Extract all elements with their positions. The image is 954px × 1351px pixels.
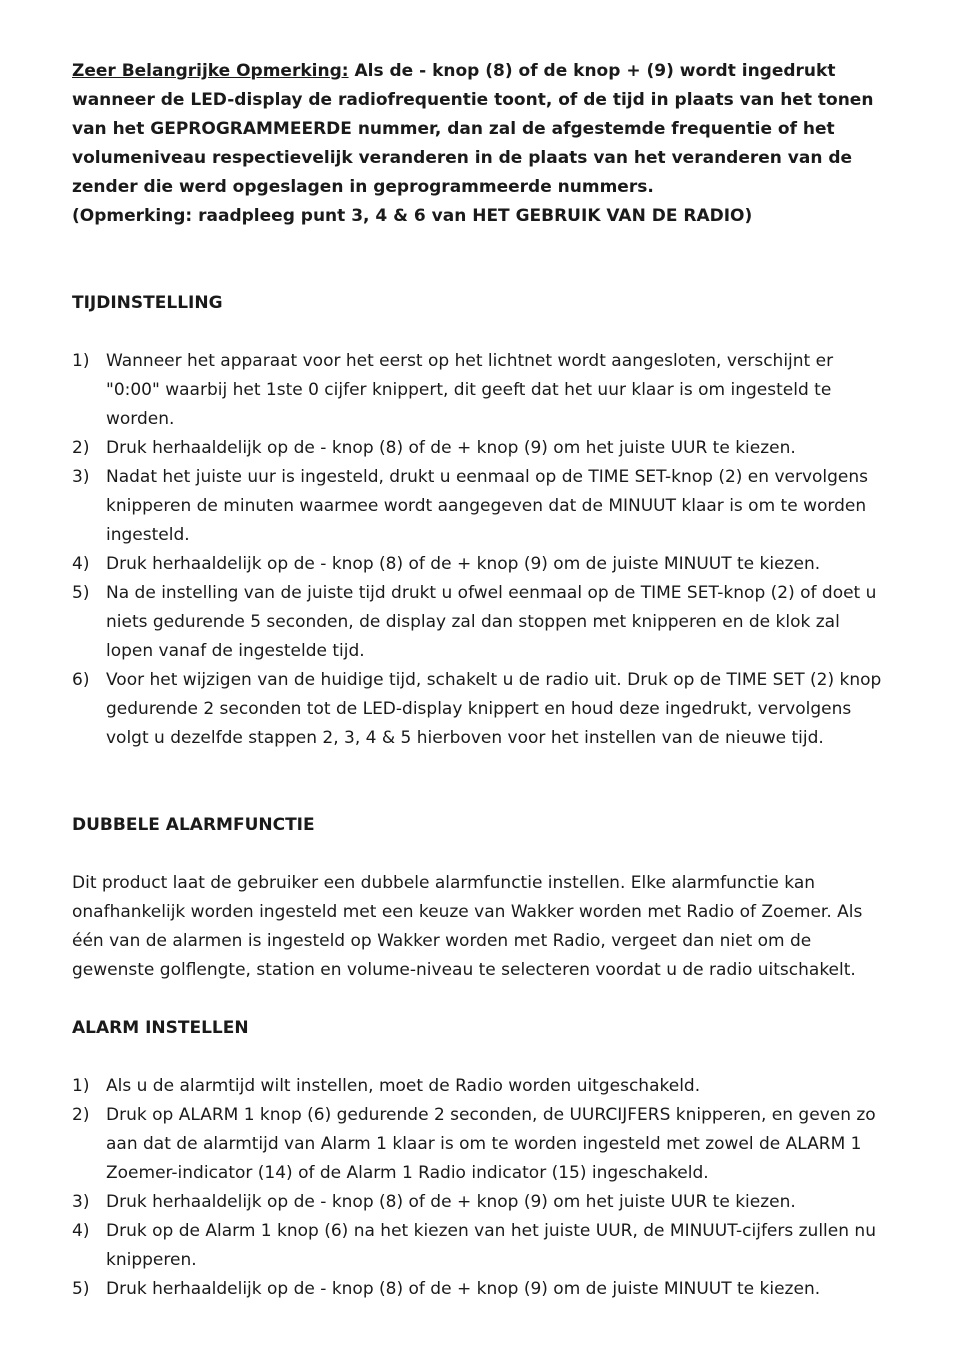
step-number: 2) bbox=[72, 1105, 90, 1125]
step-number: 4) bbox=[72, 554, 90, 574]
section-heading-dual-alarm: DUBBELE ALARMFUNCTIE bbox=[72, 815, 315, 835]
alarm-setting-steps bbox=[72, 1072, 884, 1304]
dual-alarm-paragraph: Dit product laat de gebruiker een dubbele alarmfunctie instellen. Elke alarmfunctie kan onafhankelijk worden ingesteld met een keuze van Wakker worden met Radio of Zoemer. Als één van de alarmen is ingesteld op Wakker worden met Radio, vergeet dan niet om de gewenste golflengte, station en volume-niveau te selecteren voordat u de radio uitschakelt. bbox=[72, 873, 863, 980]
spacer bbox=[72, 1043, 884, 1072]
step-text: Voor het wijzigen van de huidige tijd, schakelt u de radio uit. Druk op de TIME SET (2) knop gedurende 2 seconden tot de LED-display knippert en houd deze ingedrukt, vervolgens volgt u dezelfde stappen 2, 3, 4 & 5 hierboven voor het instellen van de nieuwe tijd. bbox=[106, 670, 882, 748]
step-number: 2) bbox=[72, 438, 90, 458]
step-number: 5) bbox=[72, 1279, 90, 1299]
document-page bbox=[72, 57, 884, 1304]
list-item bbox=[72, 1217, 884, 1275]
step-number: 6) bbox=[72, 670, 90, 690]
list-item bbox=[72, 434, 884, 463]
step-number: 4) bbox=[72, 1221, 90, 1241]
list-item bbox=[72, 1275, 884, 1304]
step-text: Nadat het juiste uur is ingesteld, drukt u eenmaal op de TIME SET-knop (2) en vervolgens knipperen de minuten waarmee wordt aangegeven dat de MINUUT klaar is om te worden ingesteld. bbox=[106, 467, 869, 545]
list-item bbox=[72, 579, 884, 666]
step-text: Wanneer het apparaat voor het eerst op het lichtnet wordt aangesloten, verschijnt er "0:00" waarbij het 1ste 0 cijfer knippert, dit geeft dat het uur klaar is om ingesteld te worden. bbox=[106, 351, 834, 429]
step-text: Na de instelling van de juiste tijd drukt u ofwel eenmaal op de TIME SET-knop (2) of doet u niets gedurende 5 seconden, de display zal dan stoppen met knipperen en de klok zal lopen vanaf de ingestelde tijd. bbox=[106, 583, 877, 661]
step-text: Druk herhaaldelijk op de - knop (8) of de + knop (9) om het juiste UUR te kiezen. bbox=[106, 1192, 796, 1212]
spacer bbox=[72, 318, 884, 347]
step-text: Druk op ALARM 1 knop (6) gedurende 2 seconden, de UURCIJFERS knipperen, en geven zo aan dat de alarmtijd van Alarm 1 klaar is om te worden ingesteld met zowel de ALARM 1 Zoemer-indicator (14) of de Alarm 1 Radio indicator (15) ingeschakeld. bbox=[106, 1105, 876, 1183]
step-number: 1) bbox=[72, 351, 90, 371]
step-text: Druk herhaaldelijk op de - knop (8) of de + knop (9) om het juiste UUR te kiezen. bbox=[106, 438, 796, 458]
important-note bbox=[72, 57, 884, 202]
step-text: Als u de alarmtijd wilt instellen, moet de Radio worden uitgeschakeld. bbox=[106, 1076, 701, 1096]
list-item bbox=[72, 666, 884, 753]
important-note-label: Zeer Belangrijke Opmerking: bbox=[72, 61, 349, 81]
step-text: Druk herhaaldelijk op de - knop (8) of de + knop (9) om de juiste MINUUT te kiezen. bbox=[106, 1279, 821, 1299]
list-item bbox=[72, 1188, 884, 1217]
spacer bbox=[72, 985, 884, 1014]
step-number: 1) bbox=[72, 1076, 90, 1096]
step-number: 5) bbox=[72, 583, 90, 603]
step-text: Druk op de Alarm 1 knop (6) na het kiezen van het juiste UUR, de MINUUT-cijfers zullen nu knipperen. bbox=[106, 1221, 876, 1270]
spacer bbox=[72, 753, 884, 811]
spacer bbox=[72, 840, 884, 869]
time-setting-steps bbox=[72, 347, 884, 753]
spacer bbox=[72, 231, 884, 289]
step-number: 3) bbox=[72, 1192, 90, 1212]
step-number: 3) bbox=[72, 467, 90, 487]
list-item bbox=[72, 347, 884, 434]
section-heading-alarm-setting: ALARM INSTELLEN bbox=[72, 1018, 249, 1038]
list-item bbox=[72, 463, 884, 550]
list-item bbox=[72, 1101, 884, 1188]
section-heading-time-setting: TIJDINSTELLING bbox=[72, 293, 223, 313]
list-item bbox=[72, 550, 884, 579]
step-text: Druk herhaaldelijk op de - knop (8) of de + knop (9) om de juiste MINUUT te kiezen. bbox=[106, 554, 821, 574]
important-note-text: Als de - knop (8) of de knop + (9) wordt ingedrukt wanneer de LED-display de radiofrequentie toont, of de tijd in plaats van het tonen van het GEPROGRAMMEERDE nummer, dan zal de afgestemde frequentie of het volumeniveau respectievelijk veranderen in de plaats van het veranderen van de zender die werd opgeslagen in geprogrammeerde nummers. bbox=[72, 61, 874, 197]
list-item bbox=[72, 1072, 884, 1101]
note-reference: (Opmerking: raadpleeg punt 3, 4 & 6 van HET GEBRUIK VAN DE RADIO) bbox=[72, 206, 753, 226]
